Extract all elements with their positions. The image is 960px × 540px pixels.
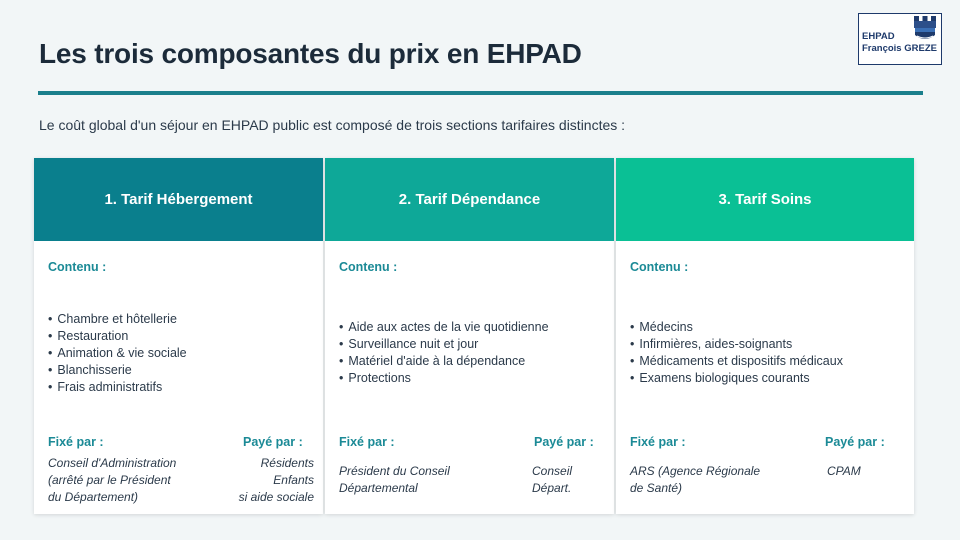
- title-underline: [38, 91, 923, 95]
- paid-by-label: Payé par :: [825, 435, 885, 449]
- fixed-by-label: Fixé par :: [339, 435, 395, 449]
- list-item: • Médecins: [630, 319, 843, 336]
- list-item: • Surveillance nuit et jour: [339, 336, 549, 353]
- column-title: 2. Tarif Dépendance: [398, 191, 541, 208]
- list-item: • Infirmières, aides-soignants: [630, 336, 843, 353]
- content-list: [630, 319, 843, 387]
- list-item: • Matériel d'aide à la dépendance: [339, 353, 549, 370]
- list-item: • Frais administratifs: [48, 379, 187, 396]
- castle-crest-icon: [911, 16, 939, 42]
- fixed-by-value: Président du Conseil Départemental: [339, 464, 450, 495]
- list-item: • Blanchisserie: [48, 362, 187, 379]
- column-hebergement: [34, 158, 323, 514]
- column-header: [34, 158, 323, 241]
- logo-line-1: EHPAD: [862, 31, 895, 42]
- list-item: • Chambre et hôtellerie: [48, 311, 187, 328]
- list-item: • Animation & vie sociale: [48, 345, 187, 362]
- column-dependance: [325, 158, 614, 514]
- content-label: Contenu :: [339, 260, 398, 274]
- column-soins: [616, 158, 914, 514]
- column-header: [616, 158, 914, 241]
- content-label: Contenu :: [630, 260, 689, 274]
- paid-by-label: Payé par :: [534, 435, 594, 449]
- page-title: Les trois composantes du prix en EHPAD: [39, 38, 582, 69]
- list-item: • Médicaments et dispositifs médicaux: [630, 353, 843, 370]
- content-list: [48, 311, 187, 396]
- list-item: • Aide aux actes de la vie quotidienne: [339, 319, 549, 336]
- logo-line-2: François GREZE: [862, 43, 937, 54]
- ehpad-logo: [858, 13, 942, 65]
- column-title: 3. Tarif Soins: [718, 191, 812, 208]
- column-title: 1. Tarif Hébergement: [104, 191, 253, 208]
- content-label: Contenu :: [48, 260, 107, 274]
- intro-text: Le coût global d'un séjour en EHPAD public est composé de trois sections tarifaires distinctes :: [39, 117, 626, 133]
- list-item: • Examens biologiques courants: [630, 370, 843, 387]
- list-item: • Protections: [339, 370, 549, 387]
- paid-by-value: Conseil Départ.: [532, 464, 573, 495]
- paid-by-value: Résidents Enfants si aide sociale: [238, 456, 314, 504]
- fixed-by-value: Conseil d'Administration (arrêté par le Président du Département): [48, 456, 177, 504]
- content-list: [339, 319, 549, 387]
- fixed-by-label: Fixé par :: [630, 435, 686, 449]
- fixed-by-value: ARS (Agence Régionale de Santé): [630, 464, 761, 495]
- list-item: • Restauration: [48, 328, 187, 345]
- fixed-by-label: Fixé par :: [48, 435, 104, 449]
- column-header: [325, 158, 614, 241]
- paid-by-label: Payé par :: [243, 435, 303, 449]
- paid-by-value: CPAM: [827, 464, 861, 478]
